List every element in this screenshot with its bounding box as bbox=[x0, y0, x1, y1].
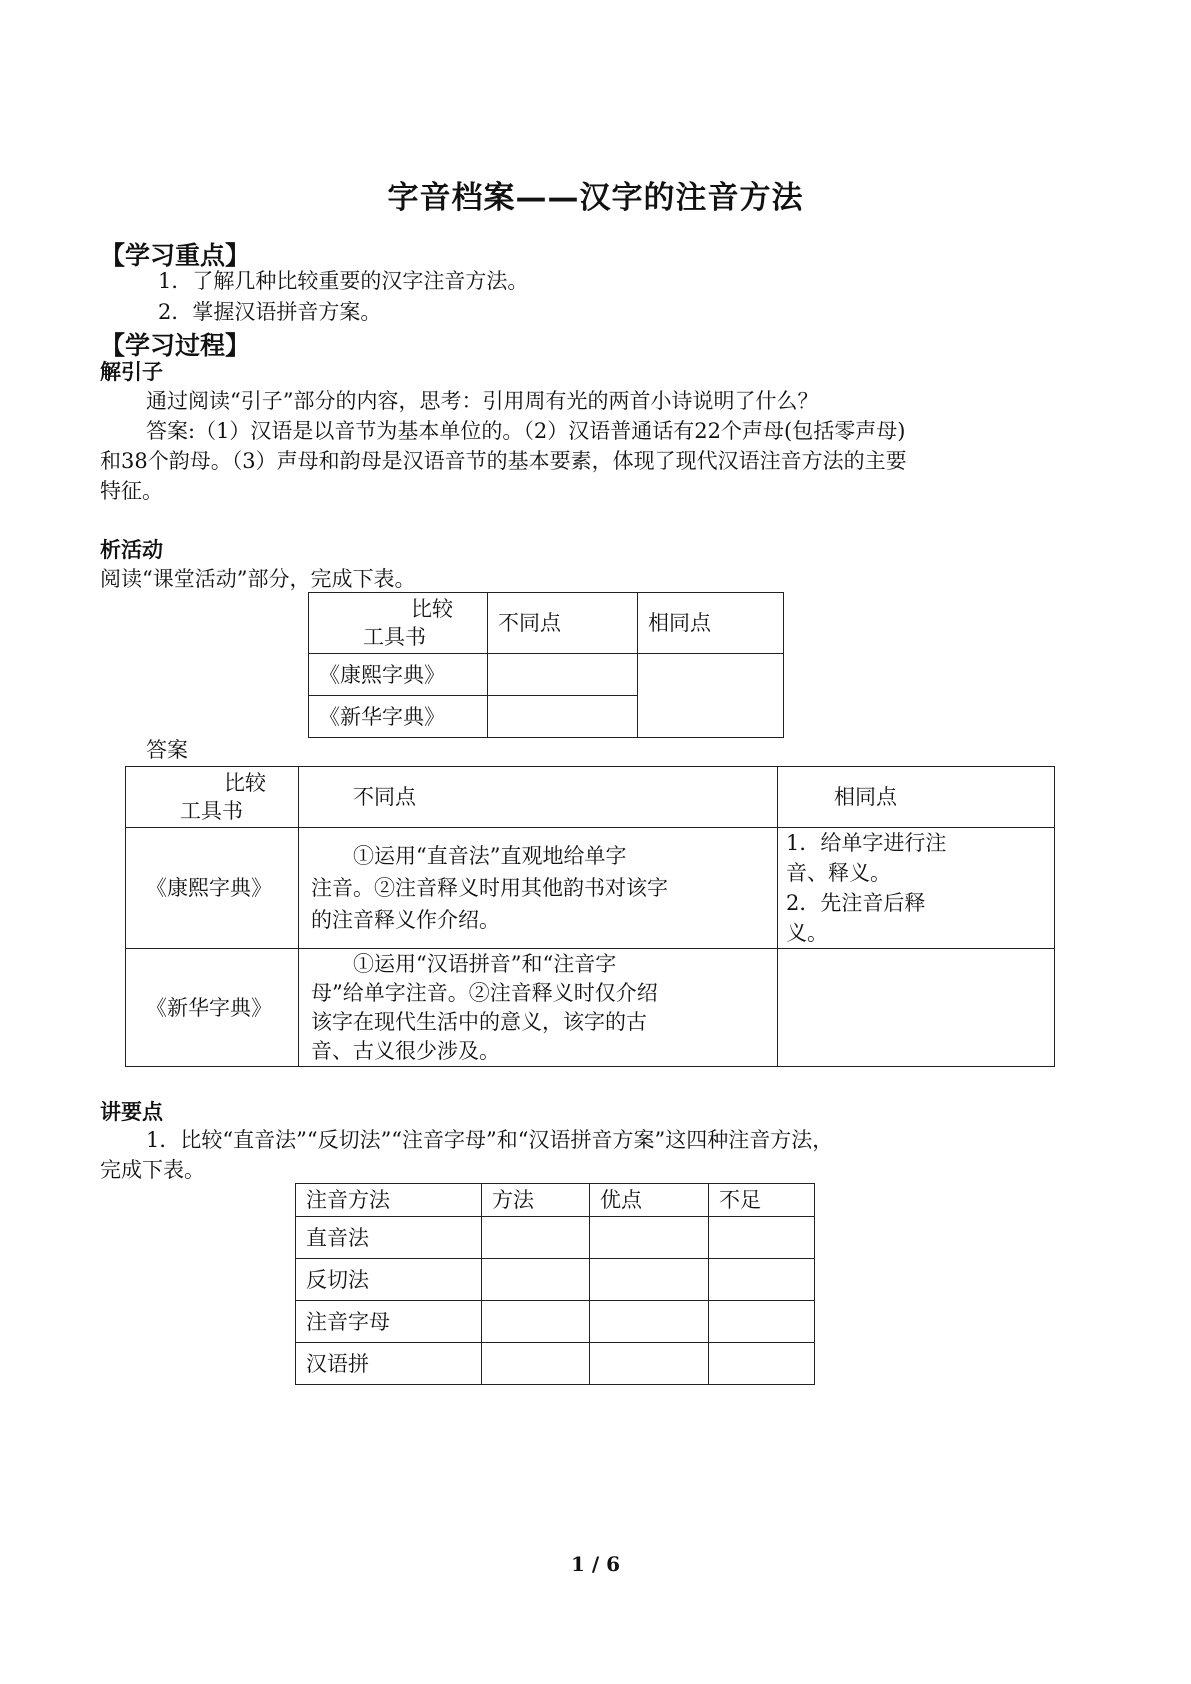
same-line-4: 义。 bbox=[786, 921, 828, 945]
table3-cell[interactable] bbox=[709, 1217, 815, 1259]
table2-corner-bottom: 工具书 bbox=[180, 799, 243, 823]
table3-header-shortcoming: 不足 bbox=[709, 1184, 815, 1217]
page-number: 1 / 6 bbox=[570, 1552, 621, 1576]
notation-methods-table bbox=[295, 1183, 815, 1385]
table3-cell[interactable] bbox=[482, 1343, 590, 1385]
table1-row-xinhua: 《新华字典》 bbox=[309, 696, 488, 738]
table3-cell[interactable] bbox=[590, 1217, 709, 1259]
same-line-2: 音、释义。 bbox=[786, 861, 891, 885]
intro-answer-line-2: 和38个韵母。（3）声母和韵母是汉语音节的基本要素，体现了现代汉语注音方法的主要 bbox=[100, 449, 907, 473]
table3-header-advantage: 优点 bbox=[590, 1184, 709, 1217]
table1-header-same: 相同点 bbox=[638, 593, 784, 654]
keypoints-text-2: 完成下表。 bbox=[100, 1158, 205, 1182]
table3-cell[interactable] bbox=[482, 1301, 590, 1343]
table3-cell[interactable] bbox=[590, 1343, 709, 1385]
table1-corner-top: 比较 bbox=[411, 597, 453, 621]
answer-label: 答案 bbox=[146, 738, 188, 762]
kangxi-diff-line-2: 注音。②注音释义时用其他韵书对该字 bbox=[311, 876, 668, 900]
focus-heading: 【学习重点】 bbox=[100, 241, 251, 270]
xinhua-diff-line-3: 该字在现代生活中的意义，该字的古 bbox=[311, 1009, 647, 1034]
table3-cell[interactable] bbox=[590, 1301, 709, 1343]
keypoints-text-1: 1．比较“直音法”“反切法”“注音字母”和“汉语拼音方案”这四种注音方法， bbox=[146, 1128, 834, 1152]
table3-row-zhuyin: 注音字母 bbox=[296, 1301, 482, 1343]
table2-corner-top: 比较 bbox=[224, 771, 266, 795]
activity-heading: 析活动 bbox=[100, 538, 163, 562]
table1-cell-kangxi-diff[interactable] bbox=[488, 654, 638, 696]
intro-heading: 解引子 bbox=[100, 360, 163, 384]
table3-cell[interactable] bbox=[482, 1217, 590, 1259]
table3-header-method: 方法 bbox=[482, 1184, 590, 1217]
table3-cell[interactable] bbox=[709, 1259, 815, 1301]
page-title: 字音档案——汉字的注音方法 bbox=[387, 180, 804, 216]
table2-row-xinhua: 《新华字典》 bbox=[126, 949, 299, 1067]
keypoints-heading: 讲要点 bbox=[100, 1100, 163, 1124]
kangxi-diff-line-3: 的注音释义作介绍。 bbox=[311, 908, 500, 932]
xinhua-diff-line-2: 母”给单字注音。②注音释义时仅介绍 bbox=[311, 980, 658, 1005]
table2-cell-kangxi-diff bbox=[299, 828, 778, 949]
table2-cell-same-empty bbox=[778, 949, 1055, 1067]
intro-answer-line-1: 答案:（1）汉语是以音节为基本单位的。（2）汉语普通话有22个声母(包括零声母) bbox=[146, 419, 906, 443]
table3-cell[interactable] bbox=[590, 1259, 709, 1301]
focus-item-1: 1．了解几种比较重要的汉字注音方法。 bbox=[158, 269, 529, 293]
table1-header-diff: 不同点 bbox=[488, 593, 638, 654]
comparison-table-answer bbox=[125, 766, 1055, 1067]
table2-header-same: 相同点 bbox=[778, 767, 1055, 828]
table3-row-zhiyin: 直音法 bbox=[296, 1217, 482, 1259]
xinhua-diff-line-4: 音、古义很少涉及。 bbox=[311, 1038, 500, 1063]
table3-cell[interactable] bbox=[709, 1301, 815, 1343]
table1-cell-xinhua-diff[interactable] bbox=[488, 696, 638, 738]
xinhua-diff-line-1: ①运用“汉语拼音”和“注音字 bbox=[353, 951, 617, 976]
focus-item-2: 2．掌握汉语拼音方案。 bbox=[158, 300, 382, 324]
activity-instruction: 阅读“课堂活动”部分，完成下表。 bbox=[100, 567, 416, 591]
table2-row-kangxi: 《康熙字典》 bbox=[126, 828, 299, 949]
table1-corner-bottom: 工具书 bbox=[363, 625, 426, 649]
table2-header-diff: 不同点 bbox=[299, 767, 778, 828]
same-line-1: 1．给单字进行注 bbox=[786, 831, 947, 855]
same-line-3: 2．先注音后释 bbox=[786, 891, 926, 915]
table1-corner-cell bbox=[309, 593, 488, 654]
table2-cell-same bbox=[778, 828, 1055, 949]
table2-cell-xinhua-diff bbox=[299, 949, 778, 1067]
table2-corner-cell bbox=[126, 767, 299, 828]
table1-cell-same[interactable] bbox=[638, 654, 784, 738]
table3-row-fanqie: 反切法 bbox=[296, 1259, 482, 1301]
comparison-table-blank bbox=[308, 592, 784, 738]
kangxi-diff-line-1: ①运用“直音法”直观地给单字 bbox=[353, 844, 627, 868]
table3-header-method-name: 注音方法 bbox=[296, 1184, 482, 1217]
table3-row-pinyin: 汉语拼 bbox=[296, 1343, 482, 1385]
table3-cell[interactable] bbox=[482, 1259, 590, 1301]
intro-question: 通过阅读“引子”部分的内容，思考：引用周有光的两首小诗说明了什么？ bbox=[146, 389, 819, 413]
intro-answer-line-3: 特征。 bbox=[100, 479, 163, 503]
table1-row-kangxi: 《康熙字典》 bbox=[309, 654, 488, 696]
table3-cell[interactable] bbox=[709, 1343, 815, 1385]
process-heading: 【学习过程】 bbox=[100, 331, 251, 360]
